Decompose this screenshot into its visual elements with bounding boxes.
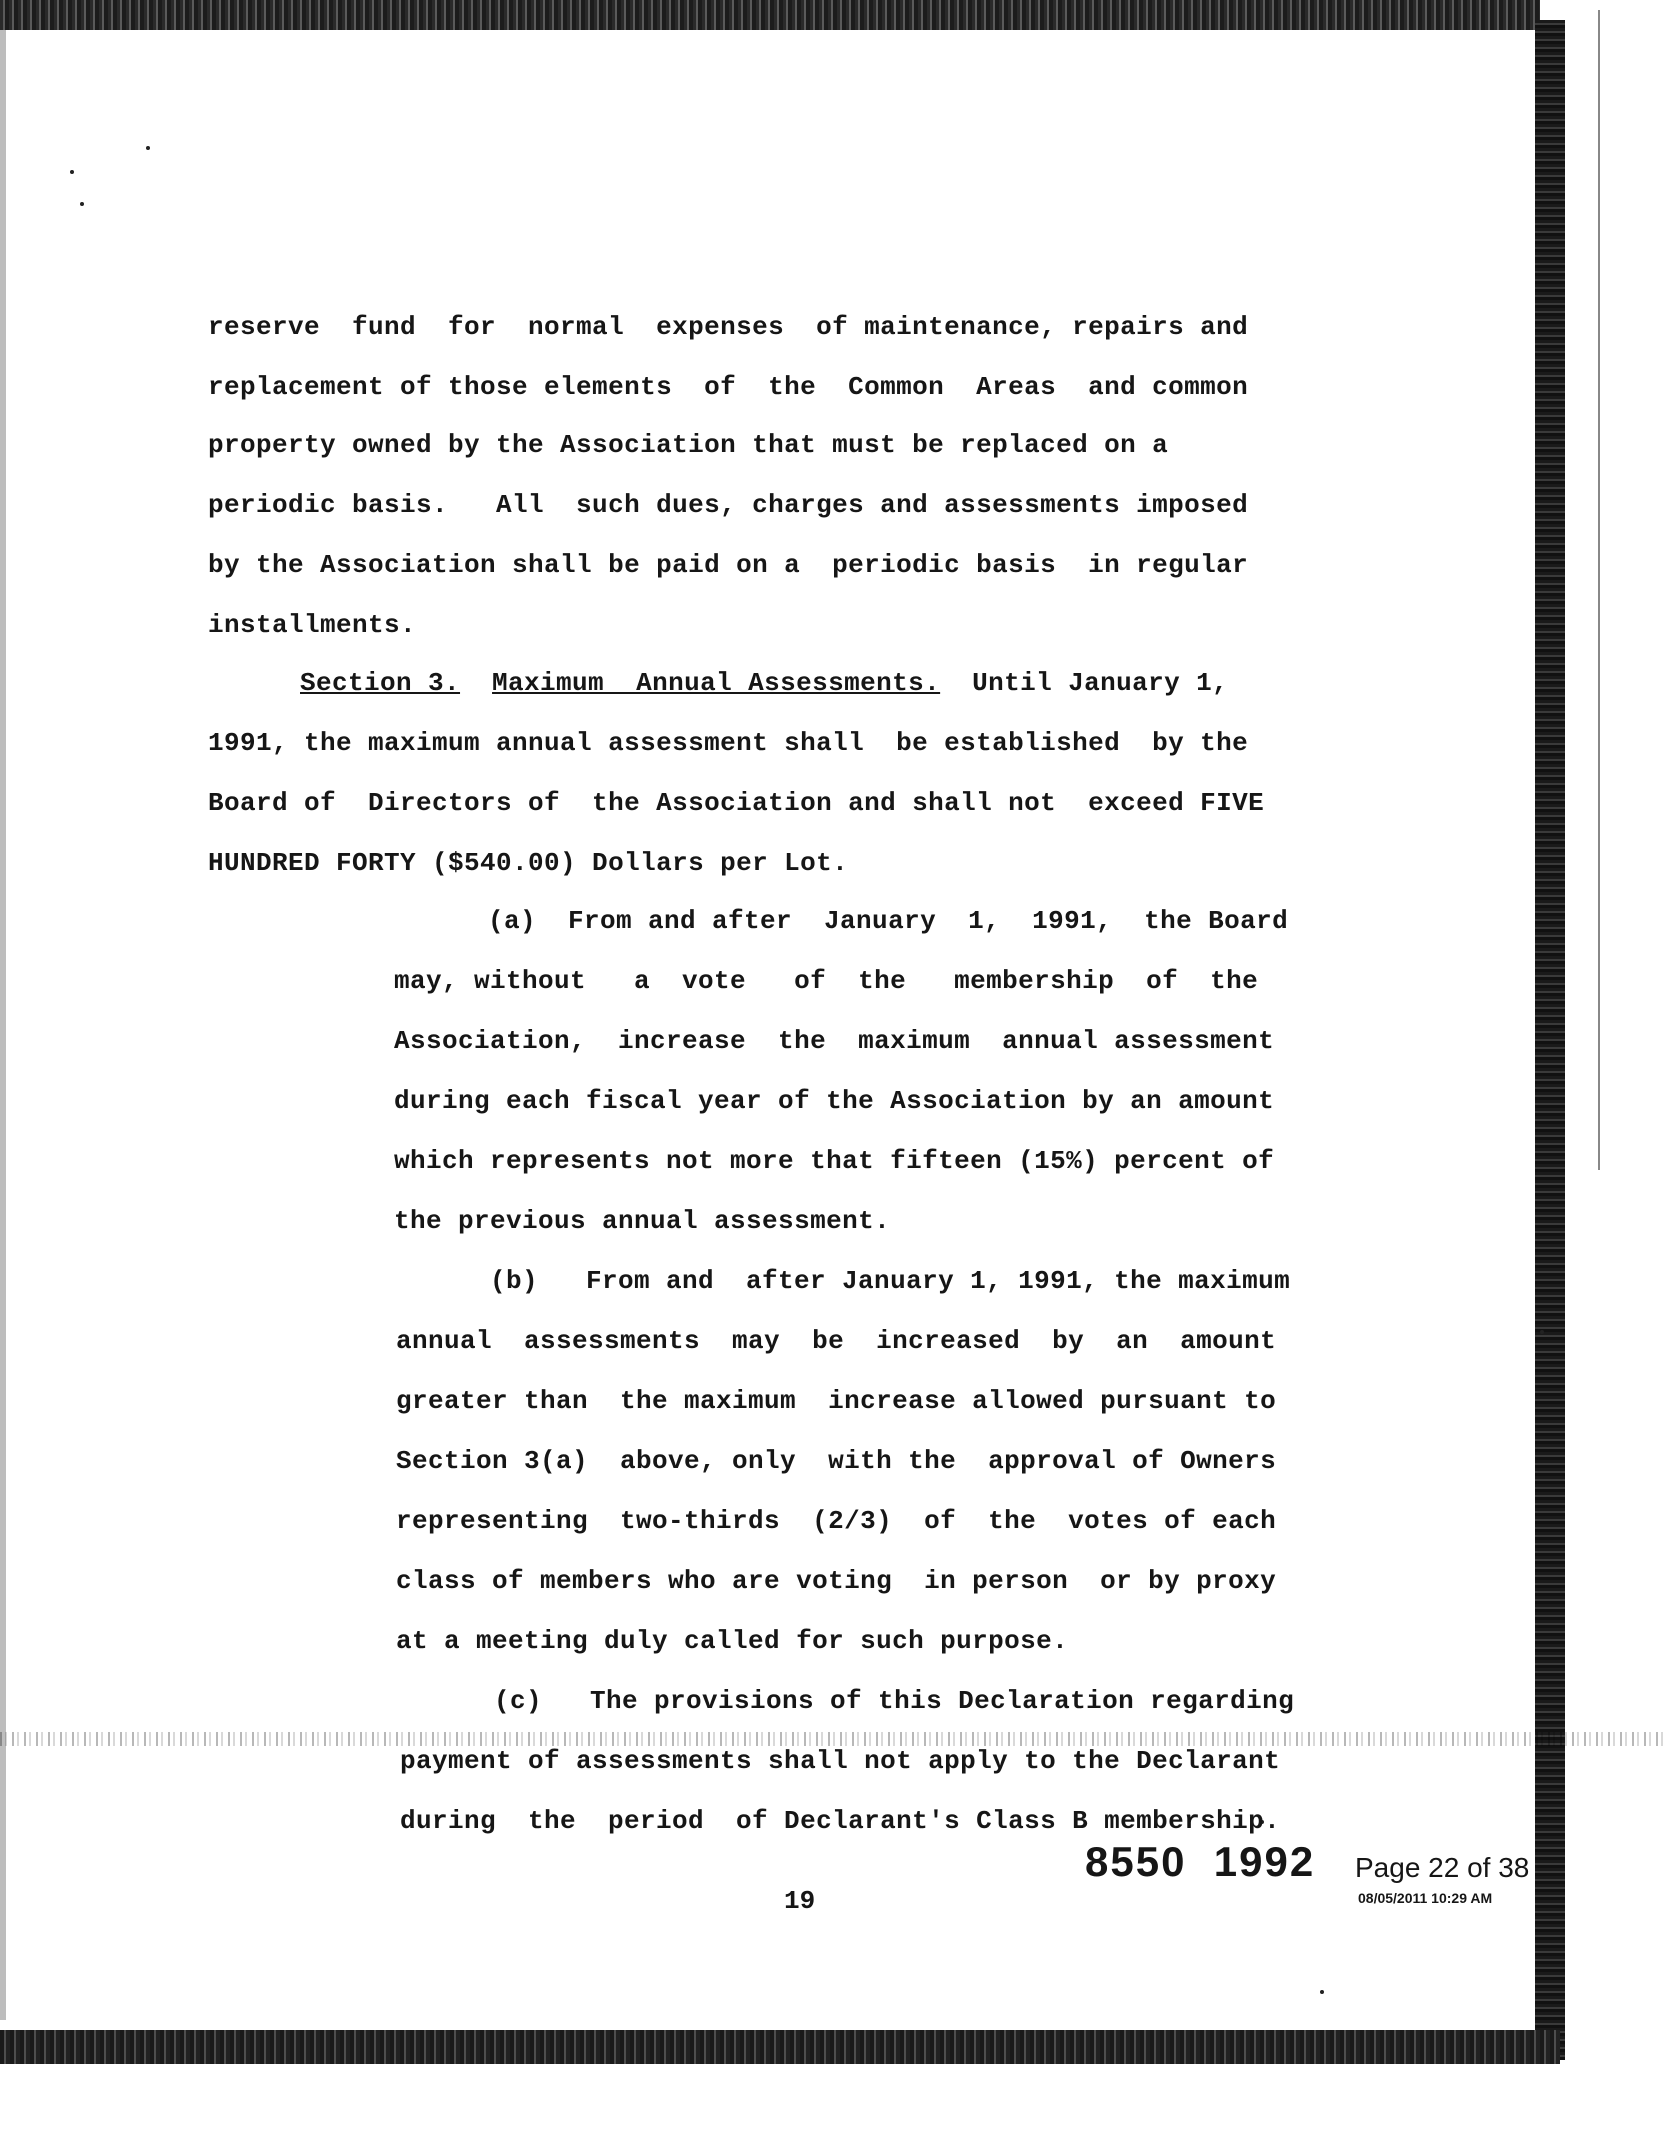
para-a-line: which represents not more that fifteen (15%) percent of xyxy=(394,1146,1275,1176)
scan-border-left xyxy=(0,30,6,2020)
stamp-page-number: 1992 xyxy=(1213,1838,1316,1885)
body-line: installments. xyxy=(208,610,417,640)
section-3-heading: Section 3. xyxy=(300,668,461,698)
scan-speck xyxy=(1320,1990,1324,1994)
para-a-line: (a) From and after January 1, 1991, the Board xyxy=(488,906,1289,936)
para-a-line: Association, increase the maximum annual assessment xyxy=(394,1026,1275,1056)
scan-fold-artifact xyxy=(0,1732,1664,1746)
scan-speck xyxy=(1540,1330,1544,1334)
body-line: periodic basis. All such dues, charges and assessments imposed xyxy=(208,490,1249,520)
scan-speck xyxy=(146,146,150,150)
page-of-label: Page 22 of 38 xyxy=(1355,1852,1530,1883)
body-line: property owned by the Association that must be replaced on a xyxy=(208,430,1169,460)
para-b-line: Section 3(a) above, only with the approval of Owners xyxy=(396,1446,1277,1476)
stamp-datetime: 08/05/2011 10:29 AM xyxy=(1358,1890,1493,1906)
scan-speck xyxy=(70,170,74,174)
para-b-line: annual assessments may be increased by an amount xyxy=(396,1326,1277,1356)
section-3-heading-line xyxy=(300,668,1228,698)
para-c-line: (c) The provisions of this Declaration regarding xyxy=(494,1686,1295,1716)
scan-speck xyxy=(80,202,84,206)
para-c-line: payment of assessments shall not apply to the Declarant xyxy=(400,1746,1281,1776)
scan-border-right xyxy=(1535,20,1565,2060)
para-a-line: during each fiscal year of the Association by an amount xyxy=(394,1086,1275,1116)
scan-border-bottom xyxy=(0,2030,1560,2064)
body-line: by the Association shall be paid on a periodic basis in regular xyxy=(208,550,1249,580)
recording-stamp-numbers xyxy=(1085,1838,1315,1886)
para-a-line: may, without a vote of the membership of the xyxy=(394,966,1259,996)
para-b-line: greater than the maximum increase allowed pursuant to xyxy=(396,1386,1277,1416)
scan-margin-line xyxy=(1598,10,1600,1170)
para-b-line: class of members who are voting in person or by proxy xyxy=(396,1566,1277,1596)
body-line: replacement of those elements of the Common Areas and common xyxy=(208,372,1249,402)
para-b-line: representing two-thirds (2/3) of the votes of each xyxy=(396,1506,1277,1536)
book-number: 8550 xyxy=(1085,1838,1187,1885)
scan-border-top xyxy=(0,0,1540,30)
body-line: Board of Directors of the Association and shall not exceed FIVE xyxy=(208,788,1265,818)
section-3-title: Maximum Annual Assessments. xyxy=(492,668,941,698)
body-line: HUNDRED FORTY ($540.00) Dollars per Lot. xyxy=(208,848,849,878)
para-b-line: at a meeting duly called for such purpose. xyxy=(396,1626,1069,1656)
para-c-line: during the period of Declarant's Class B membership. xyxy=(400,1806,1281,1836)
body-line: reserve fund for normal expenses of maintenance, repairs and xyxy=(208,312,1249,342)
body-line: 1991, the maximum annual assessment shall be established by the xyxy=(208,728,1249,758)
para-b-line: (b) From and after January 1, 1991, the maximum xyxy=(490,1266,1291,1296)
para-a-line: the previous annual assessment. xyxy=(394,1206,891,1236)
section-3-first-line: Until January 1, xyxy=(940,668,1229,698)
page-number: 19 xyxy=(784,1886,816,1916)
